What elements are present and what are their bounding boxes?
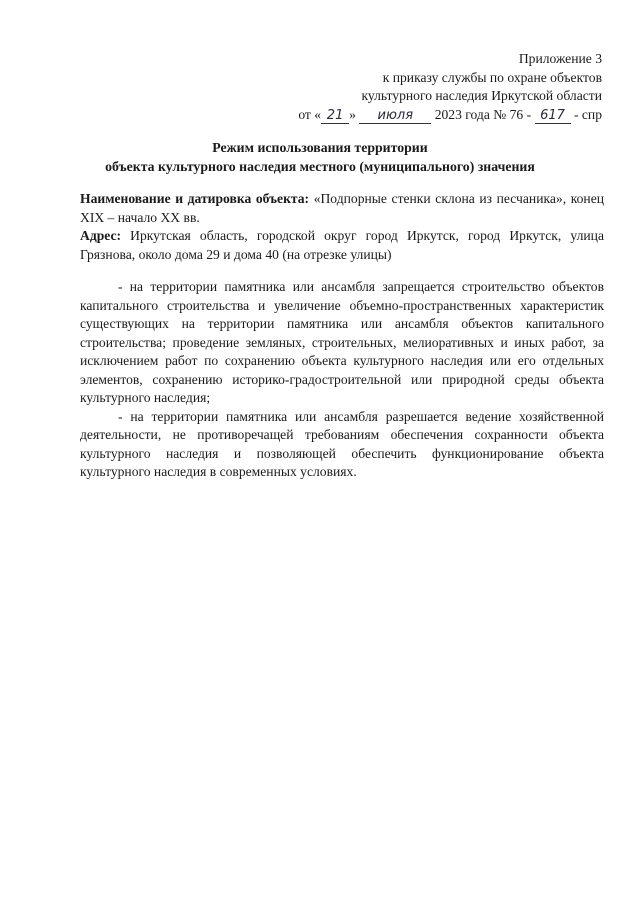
date-suffix: 2023 года № 76 -: [434, 106, 532, 122]
rule-prohibition: - на территории памятника или ансамбля запрещается строительство объектов капитального строительства и увеличение объемно-пространственных характеристик существующих на территории памятника или ансамбля объектов капитального строительства; проведение земляных, строительных, мелиоративных и иных работ, за исключением работ по сохранению объекта культурного наследия или его отдельных элементов, сохранению историко-градостроительной или природной среды объекта культурного наследия;: [80, 279, 604, 405]
title-line-2: объекта культурного наследия местного (муниципального) значения: [105, 159, 535, 174]
handwritten-month: июля: [359, 109, 431, 124]
title-line-1: Режим использования территории: [212, 140, 428, 155]
appendix-header: [298, 50, 602, 124]
object-name-paragraph: [80, 190, 604, 227]
object-address-label: Адрес:: [80, 228, 122, 243]
object-address-value: Иркутская область, городской округ город Иркутск, город Иркутск, улица Грязнова, около дома 29 и дома 40 (на отрезке улицы): [80, 228, 604, 262]
date-prefix: от «: [298, 106, 322, 122]
object-name-label: Наименование и датировка объекта:: [80, 191, 310, 206]
appendix-date-line: [298, 106, 602, 125]
appendix-region: культурного наследия Иркутской области: [361, 88, 602, 103]
object-info: [80, 190, 604, 264]
order-suffix: - спр: [573, 106, 602, 122]
appendix-title: Приложение 3: [518, 51, 602, 66]
handwritten-order-number: 617: [535, 109, 571, 124]
object-address-paragraph: [80, 227, 604, 264]
usage-rules: [80, 278, 604, 482]
date-mid: »: [349, 106, 356, 122]
object-name-value: «Подпорные стенки склона из песчаника», конец XIX – начало XX вв.: [80, 191, 604, 225]
rule-permission: - на территории памятника или ансамбля разрешается ведение хозяйственной деятельности, не противоречащей требованиям обеспечения сохранности объекта культурного наследия и позволяющей обеспечить функционирование объекта культурного наследия в современных условиях.: [80, 408, 604, 479]
appendix-order-ref: к приказу службы по охране объектов: [382, 69, 602, 85]
document-title: [0, 138, 640, 176]
handwritten-day: 21: [321, 109, 349, 124]
